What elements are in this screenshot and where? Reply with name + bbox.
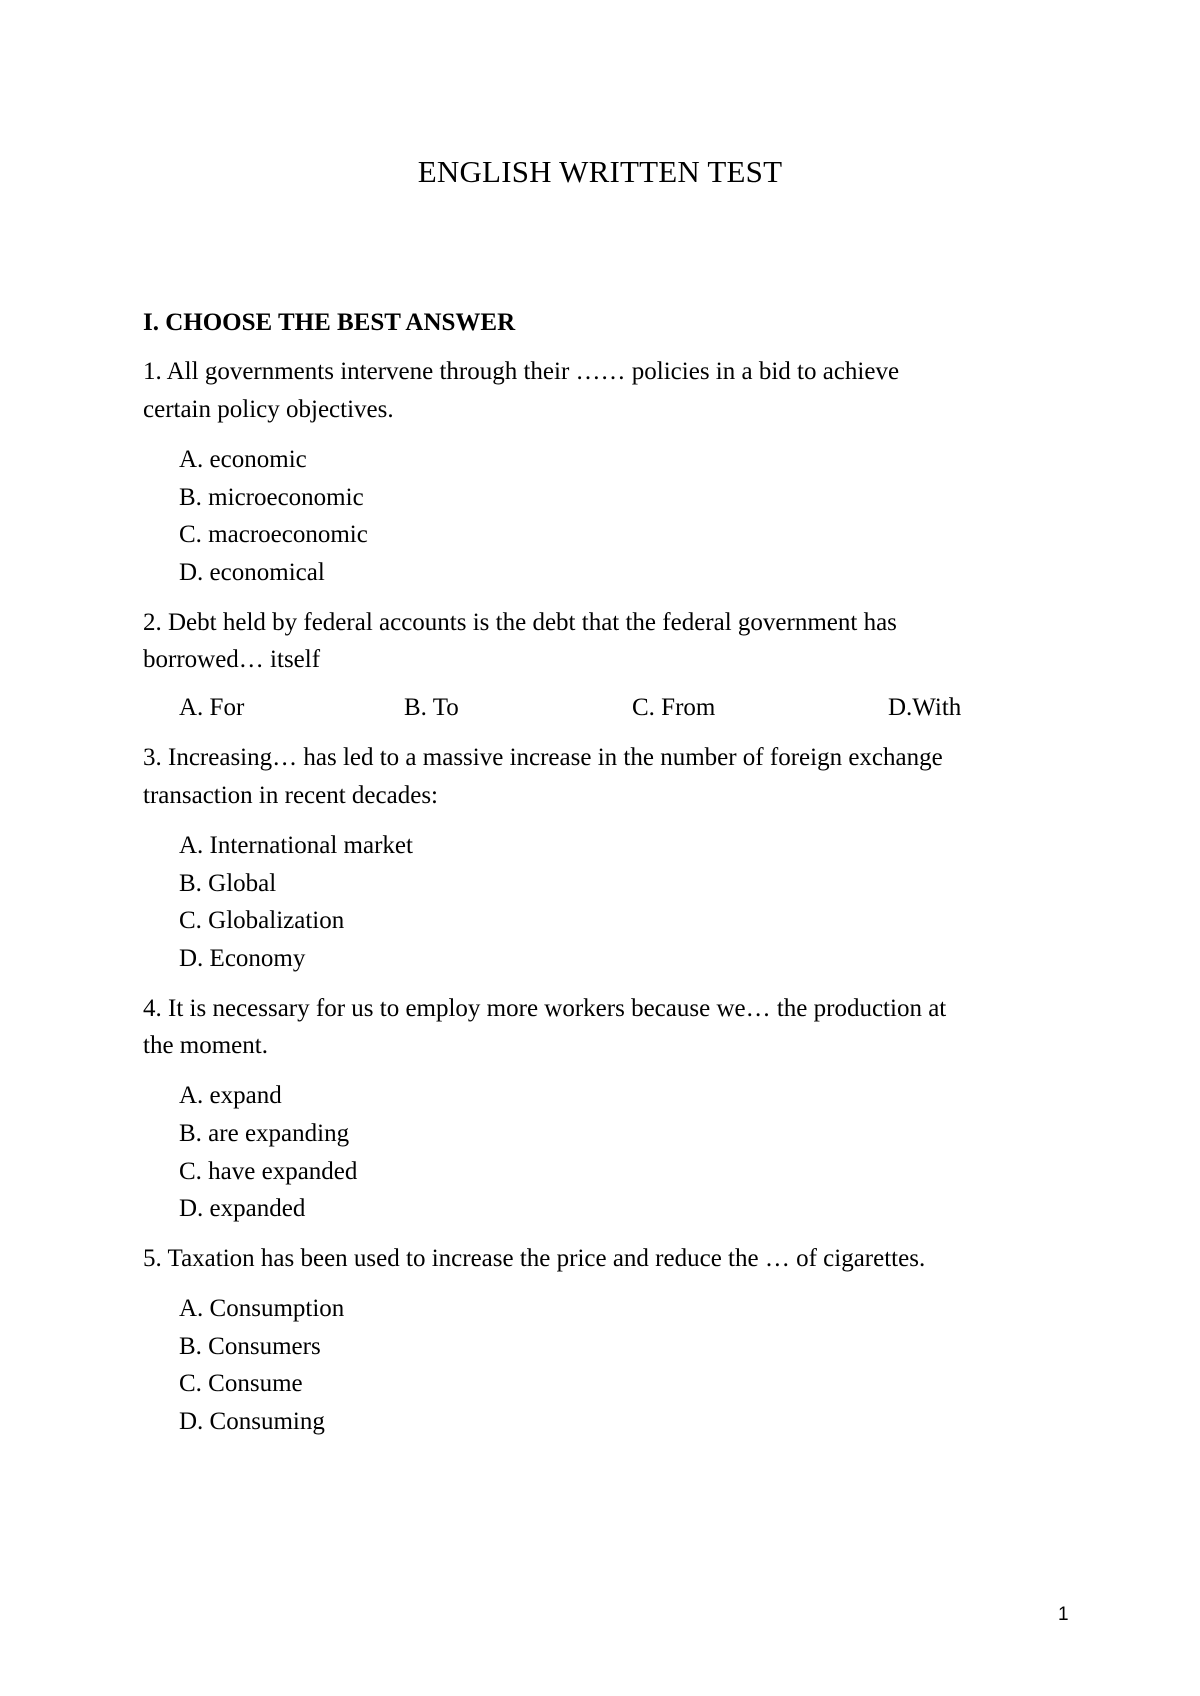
question-3-option-d: D. Economy [179,945,306,972]
question-5-text-line-1: 5. Taxation has been used to increase the price and reduce the … of cigarettes. [143,1245,926,1272]
question-4-option-a: A. expand [179,1082,282,1109]
question-1-text-line-2: certain policy objectives. [143,396,394,423]
question-2-option-b: B. To [404,694,459,721]
page-title: ENGLISH WRITTEN TEST [417,154,783,189]
question-1-option-a: A. economic [179,446,307,473]
question-5-option-a: A. Consumption [179,1295,345,1322]
question-2-option-a: A. For [179,694,245,721]
question-2-option-c: C. From [632,694,716,721]
question-1-option-c: C. macroeconomic [179,521,368,548]
section-heading: I. CHOOSE THE BEST ANSWER [143,309,516,336]
question-4-text-line-2: the moment. [143,1032,268,1059]
question-3-option-c: C. Globalization [179,907,345,934]
question-3-text-line-2: transaction in recent decades: [143,782,438,809]
question-3-option-b: B. Global [179,870,277,897]
question-1-option-d: D. economical [179,559,325,586]
page-number: 1 [1058,1604,1069,1625]
question-2-option-d: D.With [888,694,962,721]
question-4-option-d: D. expanded [179,1195,306,1222]
question-3-option-a: A. International market [179,832,413,859]
question-5-option-d: D. Consuming [179,1408,325,1435]
question-3-text-line-1: 3. Increasing… has led to a massive increase in the number of foreign exchange [143,744,943,771]
question-2-text-line-2: borrowed… itself [143,646,321,673]
question-4-text-line-1: 4. It is necessary for us to employ more workers because we… the production at [143,995,947,1022]
question-5-option-c: C. Consume [179,1370,303,1397]
question-4-option-b: B. are expanding [179,1120,350,1147]
question-1-option-b: B. microeconomic [179,484,364,511]
question-4-option-c: C. have expanded [179,1158,358,1185]
question-1-text-line-1: 1. All governments intervene through their …… policies in a bid to achieve [143,358,900,385]
question-5-option-b: B. Consumers [179,1333,321,1360]
question-2-text-line-1: 2. Debt held by federal accounts is the debt that the federal government has [143,609,897,636]
